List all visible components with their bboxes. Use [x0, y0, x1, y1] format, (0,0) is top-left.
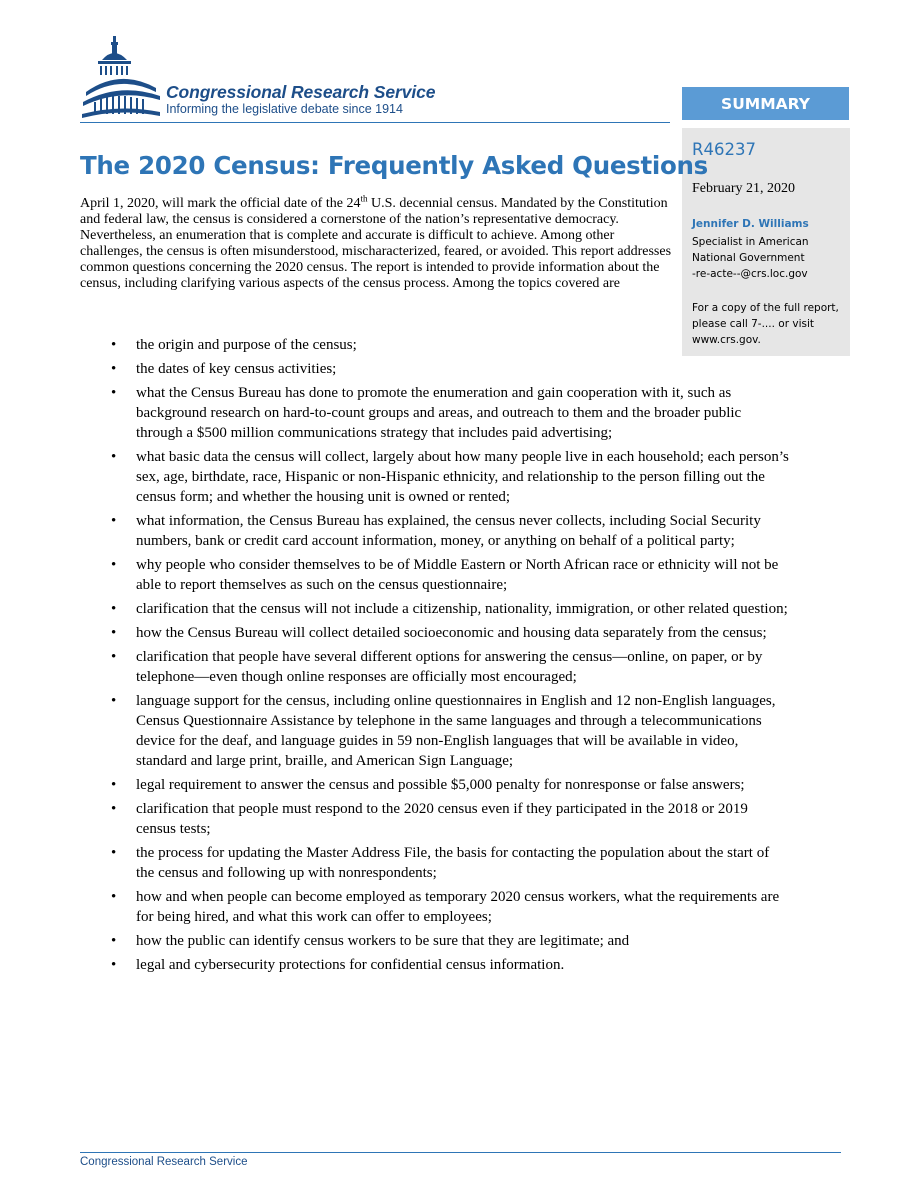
list-item	[80, 776, 790, 796]
list-item	[80, 360, 790, 380]
footer-text: Congressional Research Service	[80, 1156, 248, 1168]
header-divider	[80, 122, 670, 123]
bullet-icon: •	[111, 845, 117, 862]
list-item-text: how and when people can become employed as temporary 2020 census workers, what the requirements are for being hired, and what this work can offer to employees;	[136, 889, 780, 925]
bullet-icon: •	[111, 361, 117, 378]
bullet-icon: •	[111, 449, 117, 466]
list-item-text: what information, the Census Bureau has explained, the census never collects, including Social Security numbers, bank or credit card account information, money, or anything on behalf of a political party;	[136, 512, 761, 549]
footer-divider	[80, 1152, 841, 1153]
intro-text-rest: U.S. decennial census. Mandated by the Constitution and federal law, the census is considered a cornerstone of the nation’s representative democracy. Nevertheless, an enumeration that is complete and accurate is difficult to achieve. Among other challenges, the census is often misunderstood, mischaracterized, feared, or avoided. This report addresses common questions concerning the 2020 census. The report is intended to provide information about the census, including clarifying various aspects of the census process. Among the topics covered are	[80, 196, 672, 292]
list-item-text: what the Census Bureau has done to promote the enumeration and gain cooperation with it, such as background research on hard-to-count groups and areas, and outreach to them and the broader public through a $500 million communications strategy that includes paid advertising;	[136, 385, 742, 441]
bullet-icon: •	[111, 957, 117, 974]
list-item	[80, 888, 790, 928]
copy-note: For a copy of the full report, please call 7-.... or visit www.crs.gov.	[692, 302, 839, 346]
bullet-icon: •	[111, 801, 117, 818]
bullet-icon: •	[111, 776, 117, 793]
list-item-text: why people who consider themselves to be of Middle Eastern or North African race or ethnicity will not be able to report themselves as such on the census questionnaire;	[136, 556, 779, 593]
bullet-icon: •	[111, 889, 117, 905]
intro-superscript: th	[360, 193, 368, 204]
bullet-icon: •	[111, 556, 117, 573]
list-item-text: how the public can identify census workers to be sure that they are legitimate; and	[136, 932, 630, 949]
report-number: R46237	[692, 140, 756, 159]
bullet-icon: •	[111, 649, 117, 666]
list-item-text: how the Census Bureau will collect detailed socioeconomic and housing data separately from the census;	[136, 625, 767, 642]
report-date: February 21, 2020	[692, 181, 796, 196]
bullet-icon: •	[111, 932, 117, 949]
list-item-text: the dates of key census activities;	[136, 361, 337, 378]
list-item	[80, 932, 790, 952]
list-item-text: legal and cybersecurity protections for confidential census information.	[136, 957, 565, 974]
list-item	[80, 556, 790, 596]
intro-paragraph	[80, 193, 672, 293]
list-item	[80, 600, 790, 620]
org-tagline: Informing the legislative debate since 1914	[166, 102, 403, 116]
bullet-icon: •	[111, 512, 117, 529]
author-title: Specialist in American National Government	[692, 236, 809, 264]
capitol-dome-icon	[80, 32, 164, 122]
list-item	[80, 448, 790, 507]
list-item-text: the process for updating the Master Address File, the basis for contacting the population about the start of the census and following up with nonrespondents;	[136, 845, 770, 881]
org-name: Congressional Research Service	[166, 82, 436, 102]
author-name: Jennifer D. Williams	[692, 218, 809, 230]
bullet-icon: •	[111, 693, 117, 710]
list-item	[80, 956, 790, 976]
author-info	[692, 234, 848, 282]
crs-logo[interactable]	[80, 32, 480, 122]
bullet-icon: •	[111, 625, 117, 642]
list-item-text: language support for the census, including online questionnaires in English and 12 non-English languages, Census Questionnaire Assistance by telephone in the same languages and through a telecommunications device for the deaf, and language guides in 59 non-English languages that will be available in video, standard and large print, braille, and American Sign Language;	[136, 693, 776, 769]
bullet-icon: •	[111, 337, 117, 353]
bullet-icon: •	[111, 385, 117, 402]
list-item	[80, 844, 790, 884]
list-item-text: clarification that people have several different options for answering the census—online, on paper, or by telephone—even though online responses are officially most encouraged;	[136, 649, 763, 686]
author-email[interactable]: -re-acte--@crs.loc.gov	[692, 268, 808, 280]
intro-text-start: April 1, 2020, will mark the official date of the 24	[80, 196, 361, 211]
page-title: The 2020 Census: Frequently Asked Questions	[80, 151, 708, 180]
list-item-text: clarification that people must respond to the 2020 census even if they participated in the 2018 or 2019 census tests;	[136, 801, 748, 837]
list-item-text: the origin and purpose of the census;	[136, 337, 357, 353]
list-item-text: clarification that the census will not include a citizenship, nationality, immigration, or other related question;	[136, 600, 788, 617]
bullet-icon: •	[111, 600, 117, 617]
list-item	[80, 648, 790, 688]
list-item	[80, 384, 790, 443]
list-item-text: legal requirement to answer the census and possible $5,000 penalty for nonresponse or false answers;	[136, 776, 745, 793]
summary-label: SUMMARY	[682, 87, 849, 120]
list-item	[80, 512, 790, 552]
list-item	[80, 624, 790, 644]
list-item	[80, 336, 790, 356]
topics-list	[80, 336, 790, 980]
list-item	[80, 800, 790, 840]
list-item	[80, 692, 790, 771]
list-item-text: what basic data the census will collect, largely about how many people live in each household; each person’s sex, age, birthdate, race, Hispanic or non-Hispanic ethnicity, and relationship to the person filling out the census form; and whether the housing unit is owned or rented;	[136, 449, 789, 505]
